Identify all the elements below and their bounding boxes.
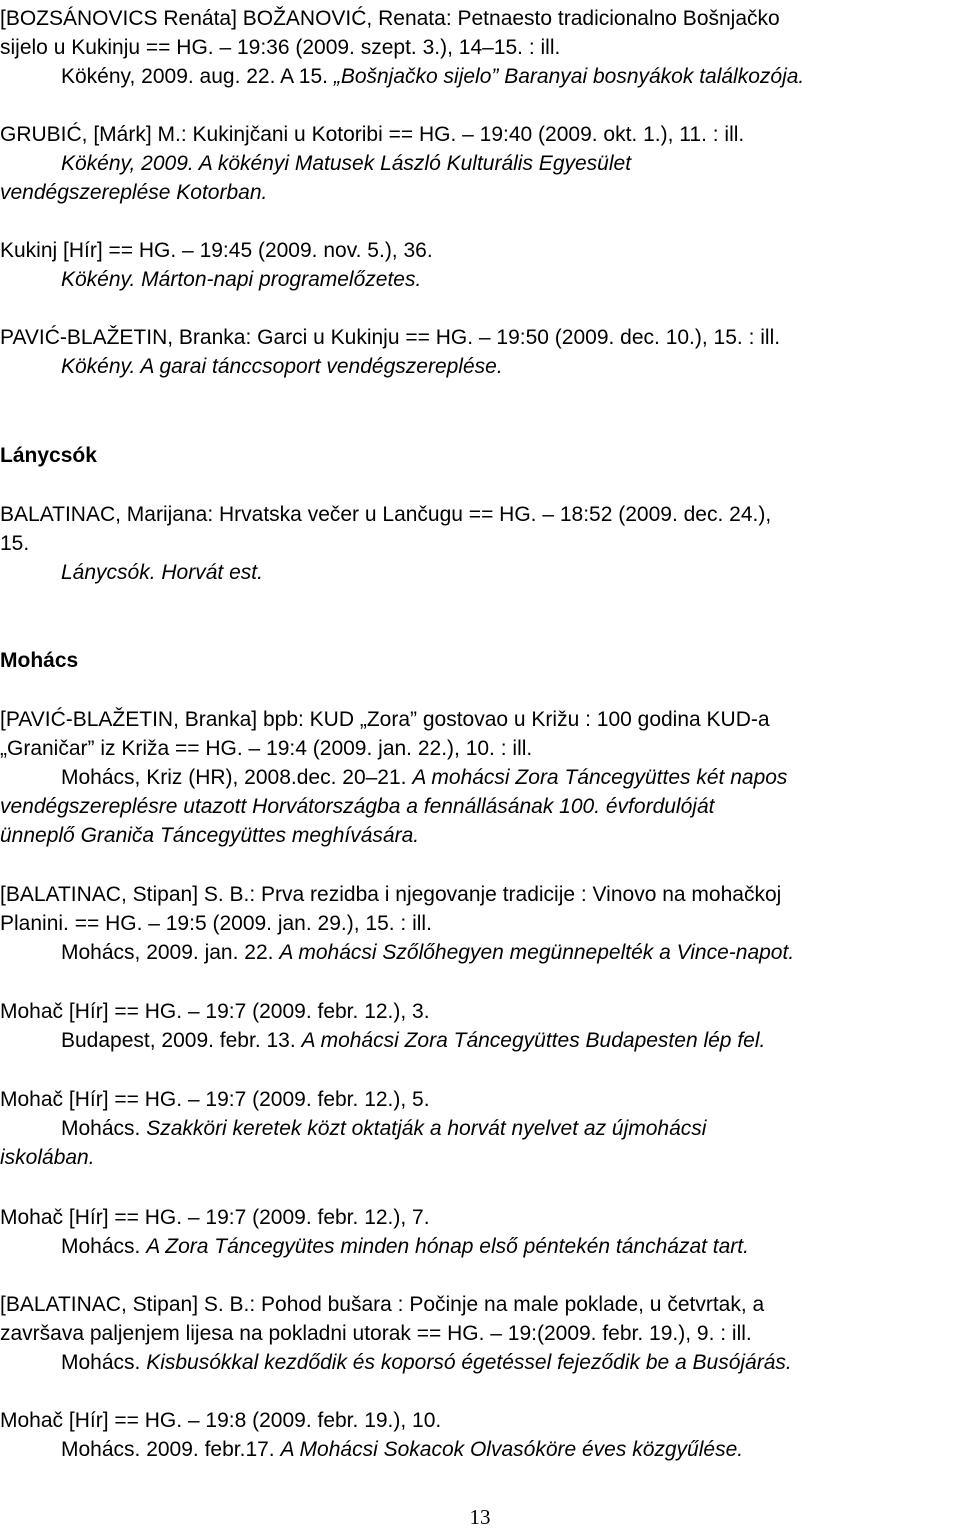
- annotation-line: [0, 1026, 958, 1055]
- annotation-continuation: ünneplő Graniča Táncegyüttes meghívására.: [0, 824, 420, 847]
- annotation-line: [0, 558, 958, 587]
- bibliography-entry: [0, 4, 958, 91]
- citation-line: [BALATINAC, Stipan] S. B.: Prva rezidba i njegovanje tradicije : Vinovo na mohačkoj: [0, 883, 782, 906]
- annotation-text: A garai tánccsoport vendégszereplése.: [140, 355, 503, 378]
- citation-line: Mohač [Hír] == HG. – 19:7 (2009. febr. 12.), 5.: [0, 1088, 430, 1111]
- citation-line: sijelo u Kukinju == HG. – 19:36 (2009. szept. 3.), 14–15. : ill.: [0, 36, 561, 59]
- annotation-place-date: Mohács.: [61, 1351, 147, 1374]
- bibliography-entry: [0, 1203, 958, 1261]
- annotation-text: Márton-napi programelőzetes.: [141, 268, 422, 291]
- annotation-text: A mohácsi Zora Táncegyüttes két napos: [412, 766, 788, 789]
- annotation-line: [0, 763, 958, 792]
- annotation-line: [0, 1348, 958, 1377]
- citation-line: 15.: [0, 532, 30, 555]
- annotation-continuation: vendégszereplésre utazott Horvátországba a fennállásának 100. évfordulóját: [0, 795, 715, 818]
- annotation-line: [0, 1114, 958, 1143]
- annotation-text: A Mohácsi Sokacok Olvasóköre éves közgyűlése.: [280, 1438, 744, 1461]
- citation-line: Mohač [Hír] == HG. – 19:7 (2009. febr. 12.), 3.: [0, 1000, 430, 1023]
- citation-line: GRUBIĆ, [Márk] M.: Kukinjčani u Kotoribi == HG. – 19:40 (2009. okt. 1.), 11. : ill.: [0, 123, 745, 146]
- bibliography-entry: [0, 705, 958, 850]
- citation-line: [BALATINAC, Stipan] S. B.: Pohod bušara : Počinje na male poklade, u četvrtak, a: [0, 1293, 765, 1316]
- annotation-title: „Bošnjačko sijelo”: [333, 65, 499, 88]
- citation-line: [PAVIĆ-BLAŽETIN, Branka] bpb: KUD „Zora” gostovao u Križu : 100 godina KUD-a: [0, 708, 770, 731]
- annotation-line: [0, 62, 958, 91]
- citation-line: [BOZSÁNOVICS Renáta] BOŽANOVIĆ, Renata: Petnaesto tradicionalno Bošnjačko: [0, 7, 780, 30]
- annotation-line: [0, 1232, 958, 1261]
- citation-line: Kukinj [Hír] == HG. – 19:45 (2009. nov. 5.), 36.: [0, 239, 433, 262]
- annotation-place-date: Kökény, 2009. aug. 22. A 15.: [61, 65, 334, 88]
- citation-line: „Graničar” iz Križa == HG. – 19:4 (2009. jan. 22.), 10. : ill.: [0, 737, 533, 760]
- annotation-place-date: Mohács. 2009. febr.17.: [61, 1438, 281, 1461]
- citation-line: Planini. == HG. – 19:5 (2009. jan. 29.), 15. : ill.: [0, 912, 432, 935]
- annotation-line: [0, 265, 958, 294]
- annotation-line: [0, 1435, 958, 1464]
- bibliography-entry: [0, 236, 958, 294]
- annotation-place-date: Mohács.: [61, 1117, 147, 1140]
- annotation-place-date: Kökény, 2009.: [61, 152, 199, 175]
- bibliography-entry: [0, 880, 958, 967]
- annotation-line: [0, 352, 958, 381]
- bibliography-entry: [0, 500, 958, 587]
- annotation-place-date: Kökény.: [61, 268, 142, 291]
- bibliography-entry: [0, 997, 958, 1055]
- citation-line: Mohač [Hír] == HG. – 19:8 (2009. febr. 19.), 10.: [0, 1409, 442, 1432]
- annotation-line: [0, 938, 958, 967]
- annotation-place-date: Mohács, 2009. jan. 22.: [61, 941, 280, 964]
- annotation-text: A kökényi Matusek László Kulturális Egyesület: [198, 152, 632, 175]
- section-heading-lanycsok: Lánycsók: [0, 444, 97, 467]
- annotation-place-date: Budapest, 2009. febr. 13.: [61, 1029, 302, 1052]
- annotation-place-date: Kökény.: [61, 355, 141, 378]
- annotation-continuation: vendégszereplése Kotorban.: [0, 181, 268, 204]
- annotation-text: Kisbusókkal kezdődik és koporsó égetéssel fejeződik be a Busójárás.: [146, 1351, 792, 1374]
- citation-line: BALATINAC, Marijana: Hrvatska večer u Lančugu == HG. – 18:52 (2009. dec. 24.),: [0, 503, 772, 526]
- annotation-text: Horvát est.: [161, 561, 263, 584]
- bibliography-entry: [0, 1085, 958, 1172]
- citation-line: završava paljenjem lijesa na pokladni utorak == HG. – 19:(2009. febr. 19.), 9. : ill.: [0, 1322, 752, 1345]
- annotation-line: [0, 149, 958, 178]
- annotation-text: A Zora Táncegyütes minden hónap első péntekén táncházat tart.: [146, 1235, 749, 1258]
- section-heading-mohacs: Mohács: [0, 649, 79, 672]
- bibliography-entry: [0, 120, 958, 207]
- annotation-text: A mohácsi Szőlőhegyen megünnepelték a Vince-napot.: [279, 941, 795, 964]
- bibliography-entry: [0, 1290, 958, 1377]
- bibliography-entry: [0, 323, 958, 381]
- annotation-place-date: Lánycsók.: [61, 561, 162, 584]
- annotation-place-date: Mohács, Kriz (HR), 2008.dec. 20–21.: [61, 766, 413, 789]
- annotation-continuation: iskolában.: [0, 1146, 95, 1169]
- annotation-text: Szakköri keretek közt oktatják a horvát nyelvet az újmohácsi: [146, 1117, 707, 1140]
- citation-line: PAVIĆ-BLAŽETIN, Branka: Garci u Kukinju == HG. – 19:50 (2009. dec. 10.), 15. : ill.: [0, 326, 781, 349]
- annotation-text: Baranyai bosnyákok találkozója.: [498, 65, 805, 88]
- bibliography-entry: [0, 1406, 958, 1464]
- page-number: 13: [469, 1505, 491, 1529]
- citation-line: Mohač [Hír] == HG. – 19:7 (2009. febr. 12.), 7.: [0, 1206, 430, 1229]
- annotation-place-date: Mohács.: [61, 1235, 147, 1258]
- annotation-text: A mohácsi Zora Táncegyüttes Budapesten lép fel.: [301, 1029, 766, 1052]
